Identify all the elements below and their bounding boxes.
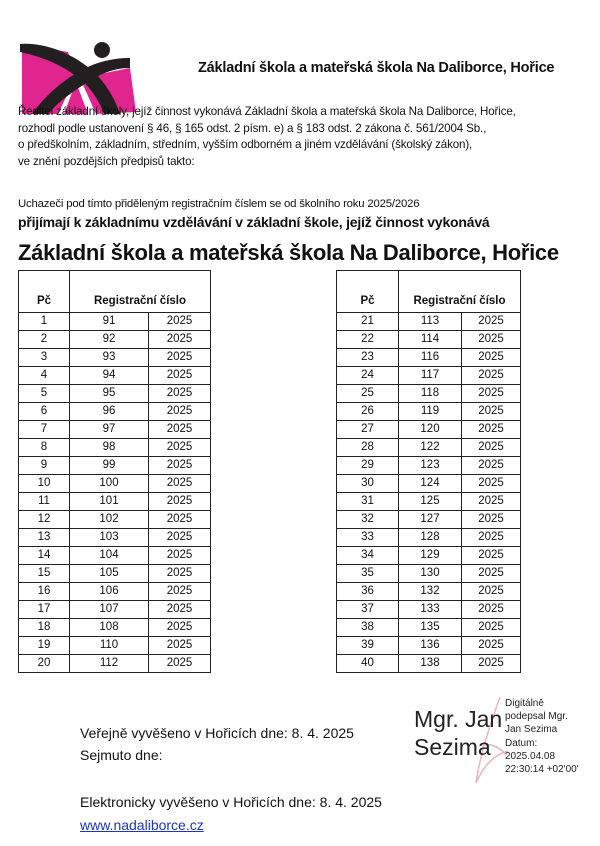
row-number: 31 (337, 493, 399, 511)
registration-year: 2025 (149, 457, 211, 475)
registration-number: 104 (70, 547, 149, 565)
registration-number: 129 (399, 547, 462, 565)
registration-year: 2025 (462, 313, 521, 331)
table-row (19, 421, 211, 439)
registration-number: 107 (70, 601, 149, 619)
registration-year: 2025 (462, 619, 521, 637)
table-row (19, 457, 211, 475)
registration-year: 2025 (462, 331, 521, 349)
table-row (337, 313, 521, 331)
intro-line: o předškolním, základním, středním, vyšším odborném a jiném vzdělávání (školský zákon), (18, 138, 473, 152)
row-number: 22 (337, 331, 399, 349)
signature-detail: podepsal Mgr. (505, 711, 568, 723)
row-number: 36 (337, 583, 399, 601)
table-row (19, 583, 211, 601)
registration-year: 2025 (149, 493, 211, 511)
table-row (19, 367, 211, 385)
signature-name-line: Mgr. Jan (414, 706, 503, 732)
registration-year: 2025 (149, 583, 211, 601)
signature-detail: Digitálně (505, 698, 544, 709)
registration-number: 120 (399, 421, 462, 439)
table-row (337, 655, 521, 673)
row-number: 8 (19, 439, 70, 457)
signature-detail: Datum: (505, 737, 538, 749)
registration-number: 105 (70, 565, 149, 583)
row-number: 20 (19, 655, 70, 673)
header-pc: Pč (19, 271, 70, 313)
registration-number: 122 (399, 439, 462, 457)
row-number: 39 (337, 637, 399, 655)
registration-year: 2025 (462, 367, 521, 385)
posted-date: Veřejně vyvěšeno v Hořicích dne: 8. 4. 2025 (80, 725, 354, 741)
registration-year: 2025 (462, 565, 521, 583)
row-number: 30 (337, 475, 399, 493)
table-row (19, 349, 211, 367)
registration-year: 2025 (462, 655, 521, 673)
registration-number: 114 (399, 331, 462, 349)
table-body (19, 313, 211, 673)
website-link[interactable]: www.nadaliborce.cz (80, 817, 204, 833)
registration-number: 118 (399, 385, 462, 403)
table-row (337, 475, 521, 493)
registration-year: 2025 (149, 475, 211, 493)
registration-number: 133 (399, 601, 462, 619)
row-number: 33 (337, 529, 399, 547)
table-row (337, 439, 521, 457)
registration-year: 2025 (462, 385, 521, 403)
signature-detail: Jan Sezima (505, 724, 558, 736)
row-number: 27 (337, 421, 399, 439)
accepted-line: přijímají k základnímu vzdělávání v základní škole, jejíž činnost vykonává (18, 214, 490, 230)
intro-line: rozhodl podle ustanovení § 46, § 165 odst. 2 písm. e) a § 183 odst. 2 zákona č. 561/2004 Sb., (18, 121, 487, 135)
row-number: 23 (337, 349, 399, 367)
registration-number: 125 (399, 493, 462, 511)
school-title: Základní škola a mateřská škola Na Daliborce, Hořice (18, 240, 559, 265)
signature-detail: 2025.04.08 (505, 750, 556, 762)
registration-number: 138 (399, 655, 462, 673)
table-row (337, 403, 521, 421)
table-row (19, 529, 211, 547)
row-number: 7 (19, 421, 70, 439)
row-number: 11 (19, 493, 70, 511)
table-row (19, 403, 211, 421)
table-row (19, 439, 211, 457)
header-registration-number: Registrační číslo (70, 271, 211, 313)
row-number: 18 (19, 619, 70, 637)
signature-name-line: Sezima (414, 734, 491, 760)
row-number: 12 (19, 511, 70, 529)
registration-number: 95 (70, 385, 149, 403)
table-row (19, 475, 211, 493)
row-number: 29 (337, 457, 399, 475)
registration-table-left (18, 270, 211, 673)
registration-year: 2025 (149, 637, 211, 655)
row-number: 16 (19, 583, 70, 601)
table-row (337, 583, 521, 601)
registration-year: 2025 (149, 565, 211, 583)
row-number: 19 (19, 637, 70, 655)
table-row (337, 565, 521, 583)
signature-detail: 22:30:14 +02'00' (505, 764, 579, 776)
registration-number: 102 (70, 511, 149, 529)
row-number: 21 (337, 313, 399, 331)
registration-number: 101 (70, 493, 149, 511)
intro-line: ve znění pozdějších předpisů takto: (18, 154, 195, 168)
registration-year: 2025 (462, 547, 521, 565)
registration-year: 2025 (462, 601, 521, 619)
table-row (19, 493, 211, 511)
registration-year: 2025 (149, 601, 211, 619)
row-number: 3 (19, 349, 70, 367)
row-number: 26 (337, 403, 399, 421)
registration-year: 2025 (149, 331, 211, 349)
row-number: 4 (19, 367, 70, 385)
table-row (19, 655, 211, 673)
registration-number: 127 (399, 511, 462, 529)
registration-year: 2025 (462, 529, 521, 547)
row-number: 10 (19, 475, 70, 493)
row-number: 9 (19, 457, 70, 475)
registration-year: 2025 (149, 529, 211, 547)
intro-line: Ředitel základní školy, jejíž činnost vykonává Základní škola a mateřská škola Na Daliborce, Hořice, (18, 105, 516, 118)
row-number: 34 (337, 547, 399, 565)
registration-number: 132 (399, 583, 462, 601)
decision-intro (18, 104, 516, 170)
row-number: 5 (19, 385, 70, 403)
registration-year: 2025 (462, 403, 521, 421)
registration-year: 2025 (149, 421, 211, 439)
registration-year: 2025 (149, 349, 211, 367)
registration-year: 2025 (149, 367, 211, 385)
row-number: 25 (337, 385, 399, 403)
registration-year: 2025 (149, 313, 211, 331)
registration-number: 97 (70, 421, 149, 439)
registration-number: 119 (399, 403, 462, 421)
registration-number: 94 (70, 367, 149, 385)
applicants-line: Uchazeči pod tímto přiděleným registračním číslem se od školního roku 2025/2026 (18, 198, 420, 210)
registration-number: 112 (70, 655, 149, 673)
row-number: 1 (19, 313, 70, 331)
table-row (337, 619, 521, 637)
row-number: 2 (19, 331, 70, 349)
row-number: 15 (19, 565, 70, 583)
table-row (19, 385, 211, 403)
school-name-header: Základní škola a mateřská škola Na Daliborce, Hořice (198, 60, 555, 76)
table-row (337, 547, 521, 565)
registration-number: 106 (70, 583, 149, 601)
registration-year: 2025 (462, 349, 521, 367)
table-row (19, 331, 211, 349)
registration-number: 100 (70, 475, 149, 493)
registration-year: 2025 (149, 655, 211, 673)
table-row (19, 619, 211, 637)
registration-year: 2025 (462, 421, 521, 439)
row-number: 35 (337, 565, 399, 583)
registration-number: 103 (70, 529, 149, 547)
row-number: 28 (337, 439, 399, 457)
registration-number: 135 (399, 619, 462, 637)
table-row (337, 601, 521, 619)
registration-number: 117 (399, 367, 462, 385)
table-row (19, 313, 211, 331)
registration-number: 128 (399, 529, 462, 547)
registration-year: 2025 (462, 493, 521, 511)
table-row (337, 457, 521, 475)
registration-number: 92 (70, 331, 149, 349)
row-number: 17 (19, 601, 70, 619)
table-row (19, 637, 211, 655)
table-row (19, 511, 211, 529)
table-row (337, 367, 521, 385)
registration-year: 2025 (149, 547, 211, 565)
registration-number: 98 (70, 439, 149, 457)
registration-number: 96 (70, 403, 149, 421)
school-logo (18, 36, 136, 114)
registration-year: 2025 (149, 385, 211, 403)
registration-year: 2025 (462, 439, 521, 457)
row-number: 37 (337, 601, 399, 619)
registration-year: 2025 (149, 403, 211, 421)
signature-name (414, 705, 502, 761)
table-row (19, 565, 211, 583)
registration-year: 2025 (462, 475, 521, 493)
row-number: 38 (337, 619, 399, 637)
table-row (337, 385, 521, 403)
header-pc: Pč (337, 271, 399, 313)
registration-number: 130 (399, 565, 462, 583)
registration-year: 2025 (462, 457, 521, 475)
row-number: 40 (337, 655, 399, 673)
registration-number: 124 (399, 475, 462, 493)
row-number: 6 (19, 403, 70, 421)
registration-number: 113 (399, 313, 462, 331)
table-row (337, 511, 521, 529)
registration-number: 99 (70, 457, 149, 475)
registration-year: 2025 (462, 511, 521, 529)
registration-year: 2025 (149, 511, 211, 529)
registration-year: 2025 (149, 619, 211, 637)
registration-number: 108 (70, 619, 149, 637)
table-row (337, 493, 521, 511)
registration-year: 2025 (462, 637, 521, 655)
row-number: 32 (337, 511, 399, 529)
registration-number: 123 (399, 457, 462, 475)
registration-year: 2025 (462, 583, 521, 601)
registration-number: 93 (70, 349, 149, 367)
table-row (19, 547, 211, 565)
registration-number: 110 (70, 637, 149, 655)
header-registration-number: Registrační číslo (399, 271, 521, 313)
registration-year: 2025 (149, 439, 211, 457)
registration-table-right (336, 270, 521, 673)
registration-number: 91 (70, 313, 149, 331)
removed-date: Sejmuto dne: (80, 747, 163, 763)
table-row (337, 421, 521, 439)
row-number: 13 (19, 529, 70, 547)
row-number: 14 (19, 547, 70, 565)
table-row (337, 349, 521, 367)
table-row (337, 529, 521, 547)
table-row (337, 331, 521, 349)
registration-number: 136 (399, 637, 462, 655)
row-number: 24 (337, 367, 399, 385)
table-row (19, 601, 211, 619)
electronic-posted-date: Elektronicky vyvěšeno v Hořicích dne: 8. 4. 2025 (80, 794, 382, 810)
table-row (337, 637, 521, 655)
table-body (337, 313, 521, 673)
signature-details (505, 697, 579, 776)
registration-number: 116 (399, 349, 462, 367)
